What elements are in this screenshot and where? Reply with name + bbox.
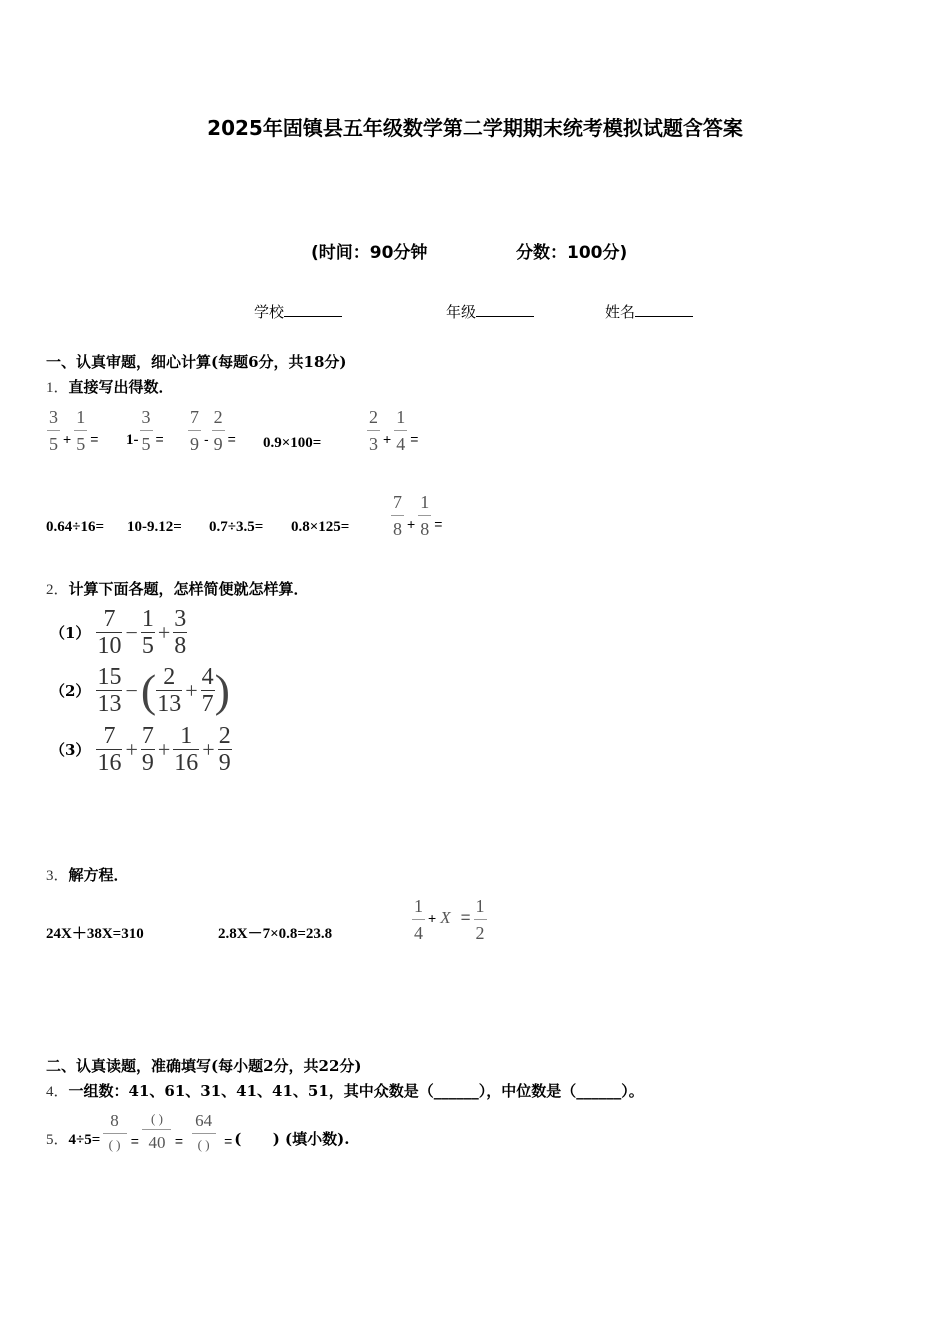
fraction: $\frac{3}{8}$ bbox=[174, 606, 187, 659]
q5-prefix: 4÷5= bbox=[68, 1132, 101, 1148]
fraction: $\frac{1}{2}$ bbox=[475, 896, 485, 943]
fraction: $\frac{1}{5}$ bbox=[76, 407, 86, 454]
question-text: 直接写出得数． bbox=[68, 378, 174, 396]
fraction: $\frac{2}{9}$ bbox=[218, 723, 231, 776]
question-3-prompt bbox=[46, 864, 129, 885]
grade-label: 年级 bbox=[446, 303, 477, 321]
item-label: （2） bbox=[50, 682, 91, 700]
q1-expr-6: 0.64÷16= bbox=[46, 519, 105, 535]
item-label: （1） bbox=[50, 624, 91, 642]
score-label: 分数：100分) bbox=[516, 243, 628, 263]
fraction: $\frac{1}{4}$ bbox=[414, 896, 423, 943]
question-number: 1． bbox=[46, 380, 69, 396]
q1-expr-4: 0.9×100= bbox=[263, 435, 322, 451]
fraction: $\frac{64}{( )}$ bbox=[185, 1112, 222, 1151]
question-number: 5． bbox=[46, 1132, 69, 1148]
fraction: $\frac{7}{16}$ bbox=[97, 723, 122, 776]
answer-blank[interactable]: ( ) bbox=[150, 1111, 163, 1126]
question-text: 计算下面各题，怎样简便就怎样算． bbox=[68, 580, 309, 598]
fraction: $\frac{2}{3}$ bbox=[369, 407, 378, 454]
right-paren: ) bbox=[214, 665, 230, 716]
school-blank[interactable] bbox=[284, 302, 342, 317]
section1-heading: 一、认真审题，细心计算(每题6分，共18分) bbox=[46, 353, 347, 371]
fraction: $\frac{4}{7}$ bbox=[201, 664, 214, 717]
fraction: $\frac{7}{9}$ bbox=[190, 407, 199, 454]
q1-expr-1: $\frac{3}{5}$ + $\frac{1}{5}$ = bbox=[49, 407, 99, 454]
document-title: 2025年固镇县五年级数学第二学期期末统考模拟试题含答案 bbox=[207, 116, 743, 140]
q1-expr-2: 1- $\frac{3}{5}$ = bbox=[126, 407, 164, 454]
grade-field bbox=[446, 301, 534, 322]
fraction: $\frac{( )}{40}$ bbox=[141, 1112, 173, 1151]
school-label: 学校 bbox=[254, 303, 285, 321]
question-number: 4． bbox=[46, 1084, 69, 1100]
question-5: 5． 4÷5= $\frac{8}{( )}$ = $\frac{( )}{40}$ = $\frac{64}{( )}$ = ( ) (填小数). bbox=[46, 1111, 350, 1152]
equation-3: $\frac{1}{4}$ + X = $\frac{1}{2}$ bbox=[414, 896, 485, 943]
grade-blank[interactable] bbox=[476, 302, 534, 317]
q1-expr-9: 0.8×125= bbox=[291, 519, 350, 535]
fraction: $\frac{3}{5}$ bbox=[141, 407, 151, 454]
fraction: $\frac{8}{( )}$ bbox=[100, 1112, 129, 1151]
left-paren: ( bbox=[140, 665, 157, 716]
fraction: $\frac{1}{4}$ bbox=[396, 407, 406, 454]
section2-heading: 二、认真读题，准确填写(每小题2分，共22分) bbox=[46, 1057, 362, 1075]
answer-blank[interactable]: ( ) bbox=[103, 1133, 127, 1151]
question-4 bbox=[46, 1080, 644, 1101]
question-1-prompt bbox=[46, 376, 174, 397]
fraction: $\frac{1}{8}$ bbox=[420, 492, 430, 539]
q2-item-3: （3） $\frac{7}{16}$ + $\frac{7}{9}$ + $\frac{1}{16}$ + $\frac{2}{9}$ bbox=[50, 723, 231, 776]
equation-2: 2.8X－7×0.8=23.8 bbox=[218, 926, 333, 942]
q1-expr-5: $\frac{2}{3}$ + $\frac{1}{4}$ = bbox=[369, 407, 419, 454]
question-number: 3． bbox=[46, 868, 69, 884]
question-text: 一组数：41、61、31、41、41、51，其中众数是（______），中位数是（______）。 bbox=[68, 1082, 644, 1100]
school-field bbox=[254, 301, 342, 322]
fraction: $\frac{1}{16}$ bbox=[174, 723, 199, 776]
q1-expr-3: $\frac{7}{9}$ - $\frac{2}{9}$ = bbox=[190, 407, 236, 454]
question-text: 解方程． bbox=[68, 866, 129, 884]
q5-suffix: ( ) (填小数). bbox=[234, 1130, 350, 1148]
fraction: $\frac{7}{9}$ bbox=[141, 723, 154, 776]
fraction: $\frac{3}{5}$ bbox=[49, 407, 58, 454]
question-number: 2． bbox=[46, 582, 69, 598]
answer-blank[interactable]: ( ) bbox=[192, 1133, 216, 1151]
time-label: (时间：90分钟 bbox=[311, 243, 428, 263]
name-blank[interactable] bbox=[635, 302, 693, 317]
q1-expr-7: 10-9.12= bbox=[127, 519, 182, 535]
equation-1: 24X＋38X=310 bbox=[46, 926, 144, 942]
q2-item-1: （1） $\frac{7}{10}$ − $\frac{1}{5}$ + $\frac{3}{8}$ bbox=[50, 606, 187, 659]
q1-expr-8: 0.7÷3.5= bbox=[209, 519, 264, 535]
name-label: 姓名 bbox=[605, 303, 636, 321]
item-label: （3） bbox=[50, 741, 91, 759]
fraction: $\frac{15}{13}$ bbox=[97, 664, 122, 717]
fraction: $\frac{2}{9}$ bbox=[213, 407, 223, 454]
fraction: $\frac{7}{8}$ bbox=[393, 492, 402, 539]
name-field bbox=[605, 301, 693, 322]
fraction: $\frac{2}{13}$ bbox=[157, 664, 182, 717]
fraction: $\frac{1}{5}$ bbox=[141, 606, 154, 659]
fraction: $\frac{7}{10}$ bbox=[97, 606, 122, 659]
q2-item-2: （2） $\frac{15}{13}$ − ( $\frac{2}{13}$ + $\frac{4}{7}$ ) bbox=[50, 664, 230, 717]
question-2-prompt bbox=[46, 578, 309, 599]
q1-expr-10: $\frac{7}{8}$ + $\frac{1}{8}$ = bbox=[393, 492, 443, 539]
variable-x: X bbox=[440, 908, 451, 928]
